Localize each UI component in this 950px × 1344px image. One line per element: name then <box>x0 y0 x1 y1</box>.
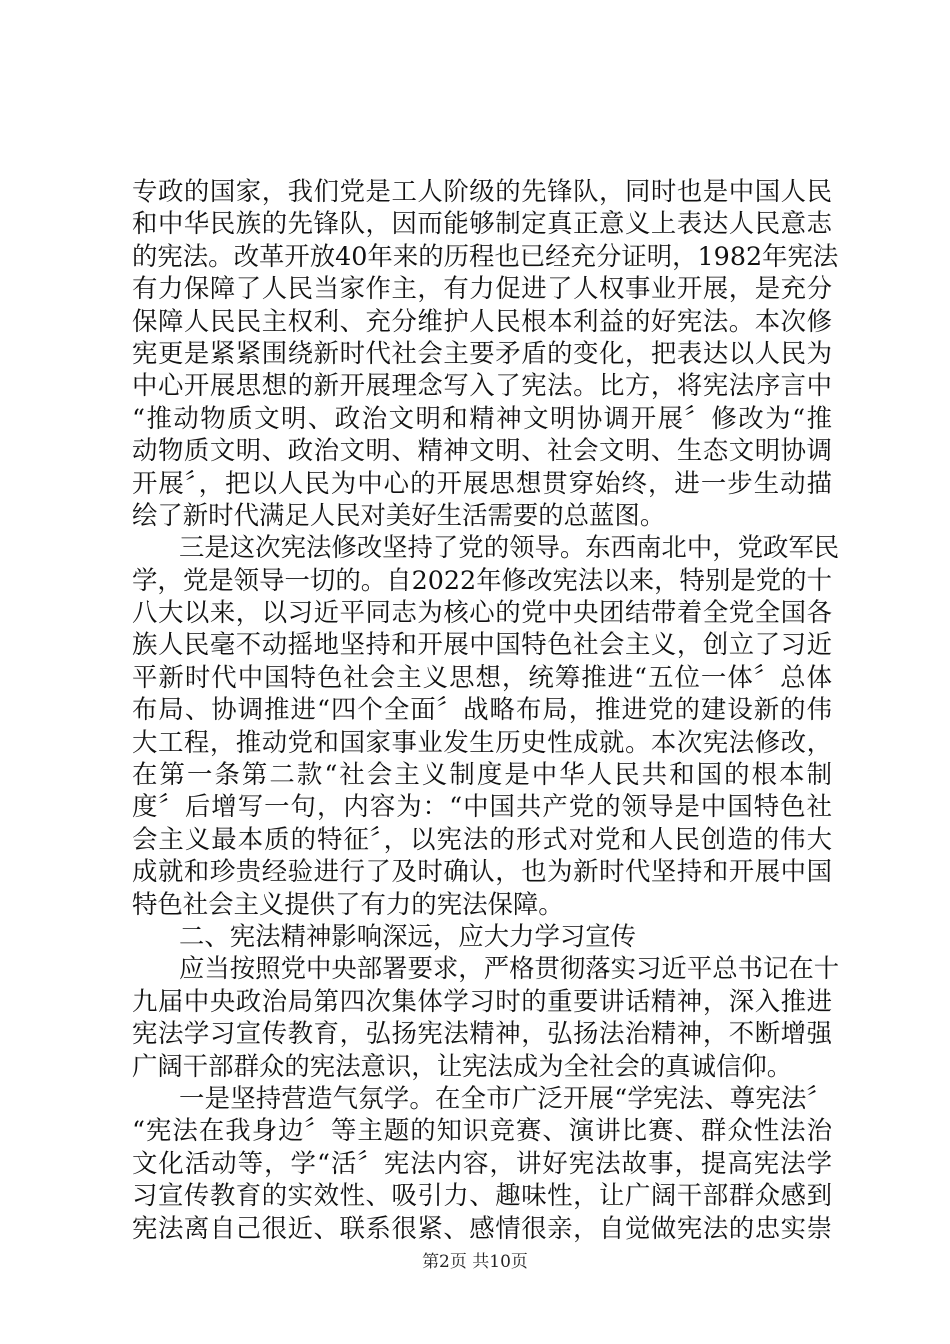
text-line: 二、宪法精神影响深远，应大力学习宣传 <box>179 920 637 951</box>
page-footer: 第2页 共10页 <box>422 1252 528 1272</box>
text-line: 大工程，推动党和国家事业发生历史性成就。本次宪法修改， <box>132 726 832 757</box>
text-line: 平新时代中国特色社会主义思想，统筹推进“五位一体〞总体 <box>132 661 832 692</box>
text-line: 保障人民民主权利、充分维护人民根本利益的好宪法。本次修 <box>132 305 832 336</box>
text-line: 特色社会主义提供了有力的宪法保障。 <box>132 888 564 919</box>
text-line: 和中华民族的先锋队，因而能够制定真正意义上表达人民意志 <box>132 208 832 239</box>
text-line: 绘了新时代满足人民对美好生活需要的总蓝图。 <box>132 499 666 530</box>
text-line: 动物质文明、政治文明、精神文明、社会文明、生态文明协调 <box>132 435 832 466</box>
document-body <box>132 175 840 1244</box>
text-line: 一是坚持营造气氛学。在全市广泛开展“学宪法、尊宪法〞 <box>179 1082 832 1113</box>
text-line: 八大以来，以习近平同志为核心的党中央团结带着全党全国各 <box>132 597 832 628</box>
text-line: 习宣传教育的实效性、吸引力、趣味性，让广阔干部群众感到 <box>132 1180 832 1211</box>
text-line: 广阔干部群众的宪法意识，让宪法成为全社会的真诚信仰。 <box>132 1050 793 1081</box>
text-line: “推动物质文明、政治文明和精神文明协调开展〞修改为“推 <box>132 402 832 433</box>
text-line: 中心开展思想的新开展理念写入了宪法。比方，将宪法序言中 <box>132 370 832 401</box>
text-line: 宪更是紧紧围绕新时代社会主要矛盾的变化，把表达以人民为 <box>132 337 832 368</box>
text-line: 学，党是领导一切的。自2022年修改宪法以来，特别是党的十 <box>132 564 832 595</box>
text-line: 三是这次宪法修改坚持了党的领导。东西南北中，党政军民 <box>179 532 840 563</box>
text-line: 布局、协调推进“四个全面〞战略布局，推进党的建设新的伟 <box>132 694 832 725</box>
text-line: 宪法离自己很近、联系很紧、感情很亲，自觉做宪法的忠实崇 <box>132 1212 832 1243</box>
text-line: 文化活动等，学“活〞宪法内容，讲好宪法故事，提高宪法学 <box>132 1147 832 1178</box>
text-line: 会主义最本质的特征〞，以宪法的形式对党和人民创造的伟大 <box>132 823 832 854</box>
text-line: 宪法学习宣传教育，弘扬宪法精神，弘扬法治精神，不断增强 <box>132 1018 832 1049</box>
text-line: 族人民毫不动摇地坚持和开展中国特色社会主义，创立了习近 <box>132 629 832 660</box>
text-line: 在第一条第二款“社会主义制度是中华人民共和国的根本制 <box>132 759 832 790</box>
text-line: 九届中央政治局第四次集体学习时的重要讲话精神，深入推进 <box>132 985 832 1016</box>
text-line: 专政的国家，我们党是工人阶级的先锋队，同时也是中国人民 <box>132 176 832 206</box>
text-line: 度〞后增写一句，内容为：“中国共产党的领导是中国特色社 <box>132 791 832 822</box>
text-line: “宪法在我身边〞等主题的知识竞赛、演讲比赛、群众性法治 <box>132 1115 832 1146</box>
text-line: 开展〞，把以人民为中心的开展思想贯穿始终，进一步生动描 <box>132 467 832 498</box>
text-line: 应当按照党中央部署要求，严格贯彻落实习近平总书记在十 <box>179 953 840 984</box>
text-line: 有力保障了人民当家作主，有力促进了人权事业开展，是充分 <box>132 273 832 304</box>
text-line: 的宪法。改革开放40年来的历程也已经充分证明，1982年宪法 <box>132 240 839 271</box>
text-line: 成就和珍贵经验进行了及时确认，也为新时代坚持和开展中国 <box>132 856 832 887</box>
